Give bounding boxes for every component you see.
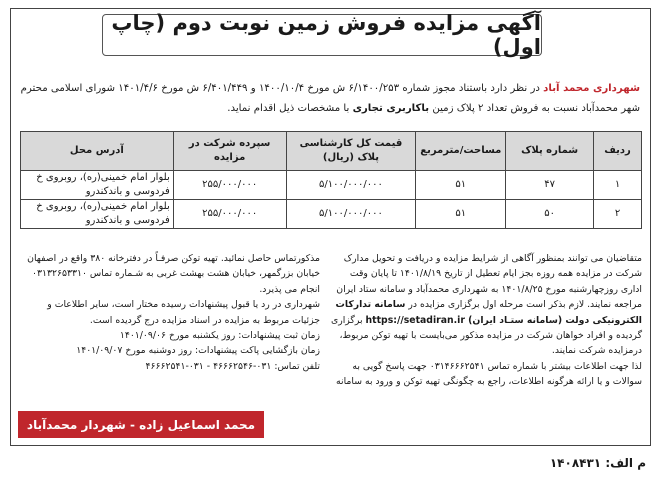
- cell-price: ۵/۱۰۰/۰۰۰/۰۰۰: [286, 200, 416, 229]
- table-header-row: [21, 132, 642, 171]
- left-paragraph-2: شهرداری در رد یا قبول پیشنهادات رسیده مختار است، سایر اطلاعات و جزئیات مربوط به مزایده در اسناد مزایده درج گردیده است.: [47, 299, 320, 326]
- intro-paragraph: [20, 79, 640, 119]
- org-name: شهرداری محمد آباد: [543, 83, 640, 94]
- bid-opening-date: زمان بازگشایی پاکت پیشنهادات: روز دوشنبه مورخ ۱۴۰۱/۰۹/۰۷: [76, 345, 320, 357]
- header-plate-number: شماره پلاک: [506, 132, 594, 171]
- header-address: آدرس محل: [21, 132, 174, 171]
- header-price: قیمت کل کارشناسی پلاک (ریال): [286, 132, 416, 171]
- cell-row-number: ۲: [594, 200, 642, 229]
- right-paragraph-2: لذا جهت اطلاعات بیشتر با شماره تماس ۰۳۱۴۶۶۶۲۵۴۱ جهت پاسخ گویی به سوالات و یا ارائه هرگونه اطلاعات، راجع به چگونگی تهیه توکن و ورود به سامانه: [336, 360, 642, 388]
- right-p1-end: برگزاری گردیده و افراد خواهان شرکت در مزایده مذکور می‌بایست با تهیه توکن مربوط، درمزایده شرکت نمایند.: [330, 314, 642, 357]
- cell-area: ۵۱: [416, 200, 506, 229]
- cell-address: بلوار امام خمینی(ره)، روبروی خ فردوسی و باندکندرو: [21, 200, 174, 229]
- intro-text-2: با مشخصات ذیل اقدام نماید.: [227, 103, 353, 114]
- intro-bold: باکاربری تجاری: [352, 103, 430, 114]
- header-area: مساحت/مترمربع: [416, 132, 506, 171]
- intro-text-1: در نظر دارد باستناد مجوز شماره ۶/۱۴۰۰/۲۵۳ ش مورخ ۱۴۰۰/۱۰/۴ و ۶/۴۰۱/۴۴۹ ش مورخ ۱۴۰۱/۴/۶ شورای اسلامی محترم شهر محمدآباد نسبت به فروش تعداد ۲ پلاک زمین: [20, 83, 640, 114]
- reference-number: م الف: ۱۴۰۸۴۳۱: [549, 456, 646, 470]
- table-row: [21, 171, 642, 200]
- cell-deposit: ۲۵۵/۰۰۰/۰۰۰: [173, 171, 286, 200]
- header-row-number: ردیف: [594, 132, 642, 171]
- cell-plate-number: ۵۰: [506, 200, 594, 229]
- right-p1-text: متقاضیان می توانند بمنظور آگاهی از شرایط مزایده و دریافت و تحویل مدارک شرکت در مزایده همه روزه بجز ایام تعطیل از تاریخ ۱۴۰۱/۸/۱۹ تا پایان وقت اداری روزچهارشنبه مورخ ۱۴۰۱/۸/۲۵ به شهرداری محمدآباد و سامانه ستاد ایران مراجعه نمایند. لازم بذکر است مرحله اول برگزاری مزایده در: [336, 253, 642, 311]
- left-paragraph-1: مذکورتماس حاصل نمائید. تهیه توکن صرفـاً در دفترخانه ۳۸۰ واقع در اصفهان خیابان بزرگمهر، خیابان هشت بهشت غربی به شـماره تماس ۰۳۱۳۲۶۵۳۳۱۰ انجام می پذیرد.: [27, 253, 320, 295]
- cell-price: ۵/۱۰۰/۰۰۰/۰۰۰: [286, 171, 416, 200]
- cell-deposit: ۲۵۵/۰۰۰/۰۰۰: [173, 200, 286, 229]
- contact-phone: تلفن تماس: ۰۳۱-۴۶۶۶۲۵۴۶ - ۰۳۱-۴۶۶۶۲۵۴۱: [145, 360, 320, 372]
- setad-system-text: سامانه تدارکات الکترونیکی دولت (سامانه ستـاد ایران) https://setadiran.ir: [335, 299, 642, 326]
- right-paragraph-1: [330, 251, 642, 359]
- right-text-column: [330, 251, 642, 390]
- cell-area: ۵۱: [416, 171, 506, 200]
- header-deposit: سپرده شرکت در مزایده: [173, 132, 286, 171]
- notice-title: آگهی مزایده فروش زمین نوبت دوم (چاپ اول): [102, 14, 542, 56]
- mayor-signature: محمد اسماعیل زاده - شهردار محمدآباد: [18, 411, 264, 438]
- left-text-column: [20, 251, 320, 374]
- properties-table: [20, 131, 642, 229]
- cell-row-number: ۱: [594, 171, 642, 200]
- cell-address: بلوار امام خمینی(ره)، روبروی خ فردوسی و باندکندرو: [21, 171, 174, 200]
- table-row: [21, 200, 642, 229]
- bid-registration-date: زمان ثبت پیشنهادات: روز یکشنبه مورخ ۱۴۰۱/۰۹/۰۶: [119, 330, 320, 342]
- cell-plate-number: ۴۷: [506, 171, 594, 200]
